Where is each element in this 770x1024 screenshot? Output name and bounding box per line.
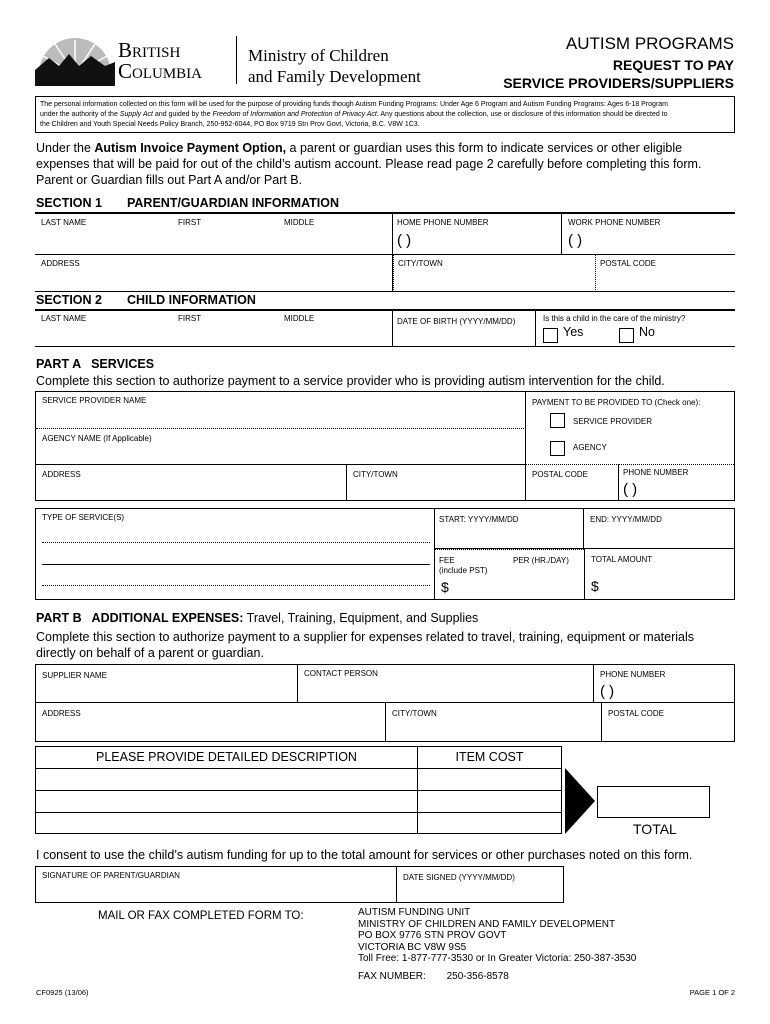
- first-name-label: FIRST: [178, 218, 202, 227]
- ministry-care-question: Is this a child in the care of the ministry?: [543, 314, 686, 323]
- last-name-label: LAST NAME: [41, 218, 87, 227]
- logo-text: [118, 40, 202, 82]
- ministry-line2: and Family Development: [248, 67, 421, 86]
- end-date-field[interactable]: [584, 509, 734, 549]
- mail-line1: AUTISM FUNDING UNIT: [358, 907, 471, 918]
- ministry-name: [248, 45, 421, 87]
- bc-logo: [35, 36, 115, 86]
- supplier-postal-field[interactable]: [602, 703, 734, 741]
- agency-name-field[interactable]: [36, 429, 526, 465]
- work-phone-field[interactable]: [562, 214, 735, 254]
- home-phone-label: HOME PHONE NUMBER: [397, 218, 489, 227]
- header-divider: [236, 36, 237, 84]
- fax-line: [358, 971, 636, 983]
- supplier-address-label: ADDRESS: [42, 709, 81, 718]
- expense-desc-row-1[interactable]: [36, 769, 418, 791]
- supplier-name-field[interactable]: [36, 665, 298, 703]
- expense-desc-row-3[interactable]: [36, 813, 418, 833]
- fax-number: 250-356-8578: [446, 970, 509, 982]
- mail-line2: MINISTRY OF CHILDREN AND FAMILY DEVELOPMENT: [358, 918, 616, 930]
- section2-number: SECTION 2: [36, 293, 102, 307]
- dob-field[interactable]: [393, 311, 536, 347]
- supplier-postal-label: POSTAL CODE: [608, 709, 665, 718]
- intro-line1: Under the Autism Invoice Payment Option, a parent or guardian uses this form to indicate services or other eligible: [36, 141, 683, 155]
- payment-agency-label: AGENCY: [573, 443, 607, 452]
- section1-table: [35, 212, 735, 292]
- section2-title: CHILD INFORMATION: [127, 293, 256, 307]
- city-label: CITY/TOWN: [398, 259, 443, 268]
- home-phone-paren: ( ): [397, 232, 412, 249]
- signature-field[interactable]: [36, 867, 397, 902]
- cost-header-label: ITEM COST: [455, 750, 524, 764]
- fee-dollar: $: [441, 579, 449, 595]
- total-amount-label: TOTAL AMOUNT: [591, 555, 653, 564]
- child-middle-name-label: MIDDLE: [284, 314, 315, 323]
- form-title-1: AUTISM PROGRAMS: [565, 34, 734, 53]
- intro-line3: Parent or Guardian fills out Part A and/or Part B.: [36, 173, 303, 187]
- payment-provider-checkbox[interactable]: [550, 413, 565, 428]
- child-name-field[interactable]: [35, 311, 393, 347]
- intro-line2: expenses that will be paid for out of the child’s autism account. Please read page 2 carefully before completing this form.: [36, 157, 702, 171]
- consent-text: I consent to use the child’s autism funding for up to the total amount for services or other purchases noted on this form.: [36, 848, 693, 862]
- partB-description: [36, 629, 694, 661]
- work-phone-paren: ( ): [568, 232, 583, 249]
- home-phone-field[interactable]: [393, 214, 562, 254]
- payment-to-label: PAYMENT TO BE PROVIDED TO (Check one):: [532, 398, 701, 407]
- partB-desc-line1: Complete this section to authorize payment to a supplier for expenses related to travel, training, equipment or materials: [36, 630, 694, 644]
- supplier-city-label: CITY/TOWN: [392, 709, 437, 718]
- provider-city-label: CITY/TOWN: [353, 470, 398, 479]
- section1-number: SECTION 1: [36, 196, 102, 210]
- ministry-no-checkbox[interactable]: [619, 328, 634, 343]
- form-title-2: REQUEST TO PAY: [612, 57, 734, 73]
- provider-postal-label: POSTAL CODE: [532, 470, 589, 479]
- partA-service-table: [35, 508, 735, 600]
- expense-cost-row-1[interactable]: [418, 769, 561, 791]
- mail-line4: VICTORIA BC V8W 9S5: [358, 941, 467, 953]
- partB-label: PART B ADDITIONAL EXPENSES: Travel, Training, Equipment, and Supplies: [36, 611, 479, 625]
- partA-provider-table: [35, 391, 735, 501]
- form-title: [503, 34, 734, 91]
- start-date-label: START: YYYY/MM/DD: [439, 515, 519, 524]
- provider-phone-label: PHONE NUMBER: [623, 468, 689, 477]
- mail-line5: Toll Free: 1-877-777-3530 or In Greater Victoria: 250-387-3530: [358, 953, 637, 964]
- intro-text: [36, 140, 701, 188]
- logo-line2: Columbia: [118, 59, 203, 83]
- supplier-address-field[interactable]: [36, 703, 386, 741]
- provider-address-label: ADDRESS: [42, 470, 81, 479]
- signature-label: SIGNATURE OF PARENT/GUARDIAN: [42, 871, 180, 880]
- service-type-line-1[interactable]: [42, 542, 430, 543]
- partA-description: Complete this section to authorize payment to a service provider who is providing autism intervention for the child.: [36, 374, 665, 388]
- fee-label: FEE: [439, 556, 455, 565]
- provider-phone-field[interactable]: [619, 464, 734, 500]
- form-title-3: SERVICE PROVIDERS/SUPPLIERS: [503, 75, 734, 91]
- section1-title: PARENT/GUARDIAN INFORMATION: [127, 196, 340, 210]
- total-label: TOTAL: [633, 821, 677, 837]
- consent-table: [35, 866, 564, 903]
- parent-name-field[interactable]: [35, 214, 393, 254]
- description-header-label: PLEASE PROVIDE DETAILED DESCRIPTION: [96, 750, 357, 764]
- fax-label: FAX NUMBER:: [358, 970, 426, 982]
- service-type-line-2[interactable]: [42, 564, 430, 565]
- payment-agency-checkbox[interactable]: [550, 441, 565, 456]
- page-number: PAGE 1 OF 2: [689, 988, 735, 997]
- supplier-phone-paren: ( ): [600, 683, 615, 700]
- postal-label: POSTAL CODE: [600, 259, 657, 268]
- parent-city-field[interactable]: [393, 254, 595, 292]
- provider-city-field[interactable]: [347, 464, 526, 500]
- total-field[interactable]: [597, 786, 710, 818]
- total-amount-field[interactable]: [584, 549, 734, 599]
- end-date-label: END: YYYY/MM/DD: [590, 515, 662, 524]
- service-type-line-3[interactable]: [42, 585, 430, 586]
- expense-cost-row-2[interactable]: [418, 791, 561, 813]
- mail-label: MAIL OR FAX COMPLETED FORM TO:: [98, 910, 304, 922]
- provider-name-field[interactable]: [36, 392, 526, 429]
- supplier-name-label: SUPPLIER NAME: [42, 671, 107, 680]
- provider-address-field[interactable]: [36, 464, 347, 500]
- supplier-phone-label: PHONE NUMBER: [600, 670, 666, 679]
- address-label: ADDRESS: [41, 259, 80, 268]
- supplier-city-field[interactable]: [386, 703, 602, 741]
- total-arrow-icon: [565, 768, 595, 834]
- date-signed-label: DATE SIGNED (YYYY/MM/DD): [403, 873, 515, 882]
- middle-name-label: MIDDLE: [284, 218, 315, 227]
- partB-desc-line2: directly on behalf of a parent or guardian.: [36, 646, 264, 660]
- payment-provider-label: SERVICE PROVIDER: [573, 417, 652, 426]
- bc-sun-mountains-icon: [35, 36, 115, 86]
- date-signed-field[interactable]: [397, 867, 563, 902]
- per-label: PER (HR./DAY): [513, 556, 569, 565]
- form-id: CF0925 (13/06): [36, 988, 89, 997]
- fee-note: (include PST): [439, 566, 488, 575]
- mail-address: [358, 907, 636, 982]
- fee-field[interactable]: [434, 549, 584, 599]
- parent-postal-field[interactable]: [595, 254, 735, 292]
- privacy-line3: the Children and Youth Special Needs Policy Branch, 250-952-6044, PO Box 9719 Stn Prov Govt, Victoria, B.C. V8W 1C3.: [40, 121, 420, 128]
- privacy-line2: under the authority of the Supply Act and guided by the Freedom of Information and Protection of Privacy Act. Any questions about the collection, use or disclosure of this information should be directed to: [40, 111, 668, 118]
- supplier-phone-field[interactable]: [594, 665, 734, 703]
- expense-cost-row-3[interactable]: [418, 813, 561, 833]
- dob-label: DATE OF BIRTH (YYYY/MM/DD): [397, 317, 516, 326]
- partB-supplier-table: [35, 664, 735, 742]
- mail-line3: PO BOX 9776 STN PROV GOVT: [358, 930, 507, 941]
- cost-header: [418, 747, 561, 769]
- parent-address-field[interactable]: [35, 254, 393, 292]
- child-last-name-label: LAST NAME: [41, 314, 87, 323]
- agency-name-label: AGENCY NAME (If Applicable): [42, 434, 152, 443]
- work-phone-label: WORK PHONE NUMBER: [568, 218, 661, 227]
- provider-name-label: SERVICE PROVIDER NAME: [42, 396, 147, 405]
- start-date-field[interactable]: [434, 509, 584, 549]
- expense-table: [35, 746, 562, 834]
- service-type-label: TYPE OF SERVICE(S): [42, 513, 125, 522]
- contact-person-label: CONTACT PERSON: [304, 669, 378, 678]
- ministry-yes-checkbox[interactable]: [543, 328, 558, 343]
- logo-line1: British: [118, 38, 181, 62]
- contact-person-field[interactable]: [298, 665, 594, 703]
- expense-desc-row-2[interactable]: [36, 791, 418, 813]
- total-dollar: $: [591, 578, 599, 594]
- child-first-name-label: FIRST: [178, 314, 202, 323]
- ministry-line1: Ministry of Children: [248, 46, 389, 65]
- ministry-yes-label: Yes: [563, 325, 584, 339]
- ministry-no-label: No: [639, 325, 655, 339]
- description-header: [36, 747, 418, 769]
- privacy-notice: [35, 96, 735, 133]
- section2-table: [35, 309, 735, 347]
- partA-label: PART A SERVICES: [36, 357, 155, 371]
- privacy-line1: The personal information collected on this form will be used for the purpose of providing funds though Autism Funding Programs: Under Age 6 Program and Autism Funding Programs: Ages 6-18 Program: [40, 101, 669, 108]
- provider-phone-paren: ( ): [623, 481, 638, 498]
- provider-postal-field[interactable]: [526, 464, 619, 500]
